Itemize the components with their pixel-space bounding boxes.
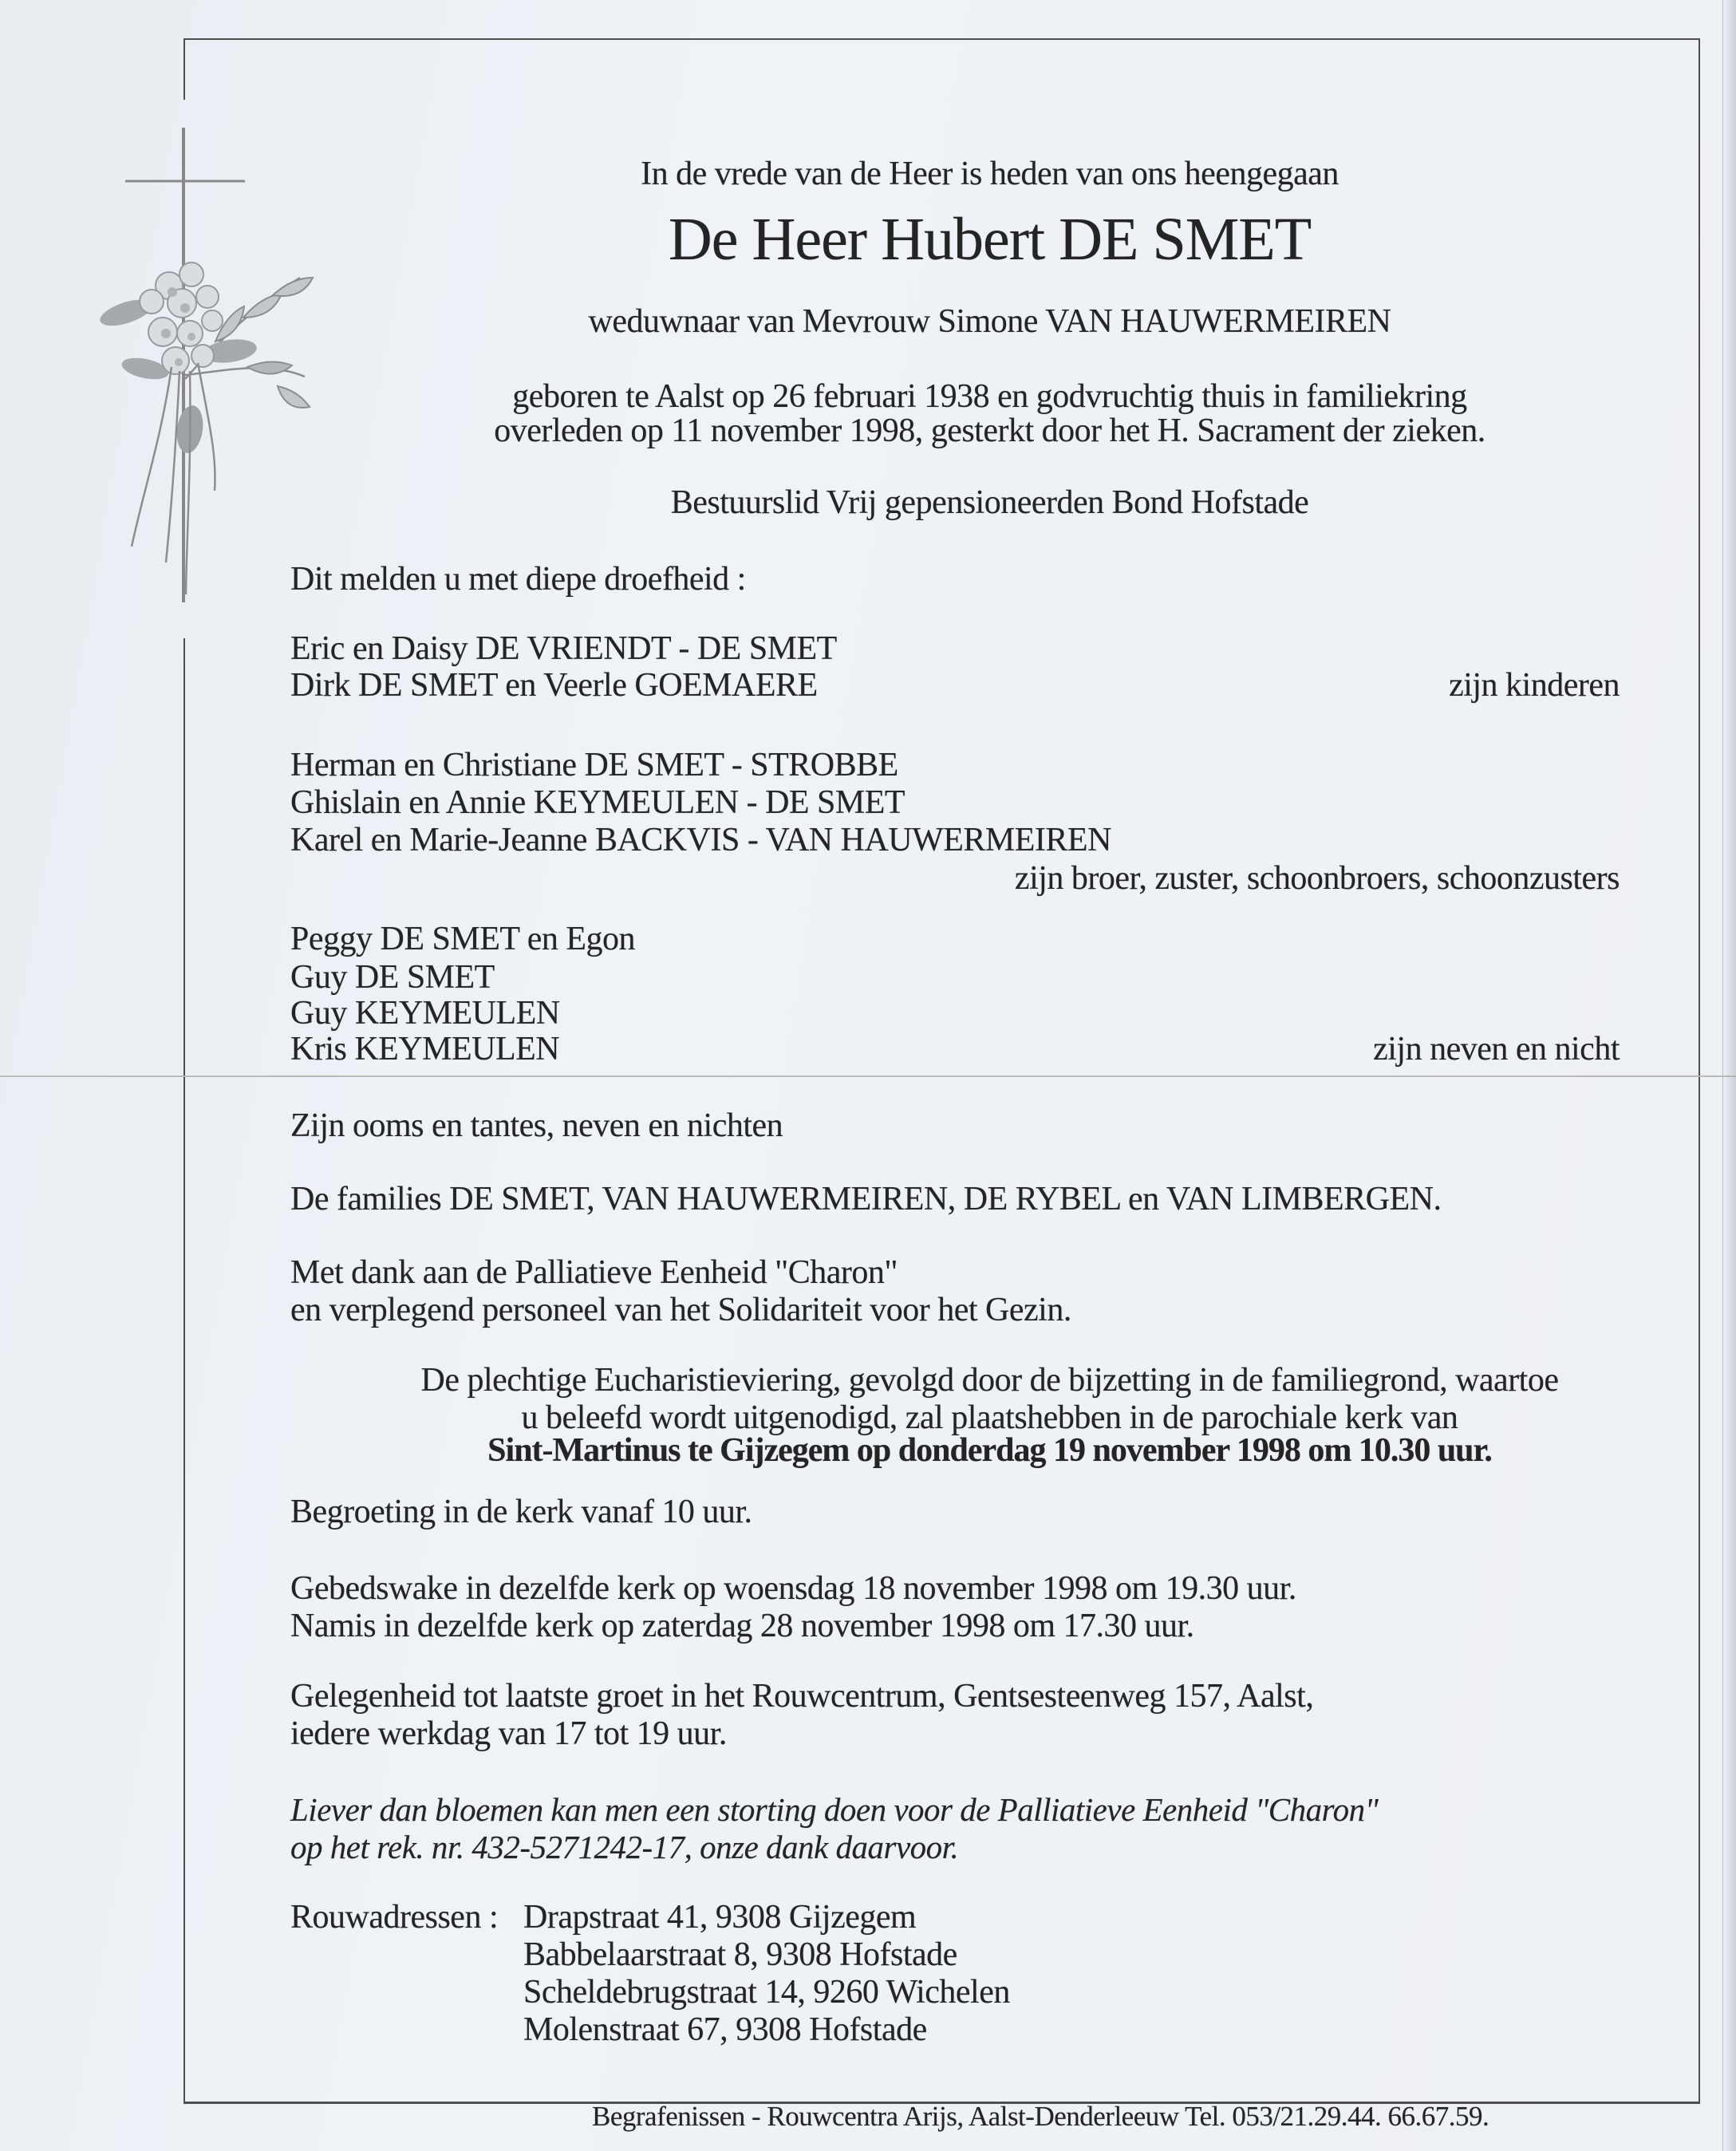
donation-line: op het rek. nr. 432-5271242-17, onze dank daarvoor. xyxy=(290,1829,959,1865)
frame-left-border-bottom xyxy=(183,638,185,2104)
sibling-line: Herman en Christiane DE SMET - STROBBE xyxy=(290,747,898,783)
widower-line: weduwnaar van Mevrouw Simone VAN HAUWERMEIREN xyxy=(588,303,1391,340)
paper-fold-line xyxy=(0,1076,1736,1077)
frame-left-border-top xyxy=(183,38,185,100)
address-line: Scheldebrugstraat 14, 9260 Wichelen xyxy=(523,1974,1010,2011)
sibling-line: Ghislain en Annie KEYMEULEN - DE SMET xyxy=(290,784,905,821)
nephew-line: Guy DE SMET xyxy=(290,959,495,996)
frame-top-border xyxy=(183,38,1700,40)
siblings-relation-label: zijn broer, zuster, schoonbroers, schoonzusters xyxy=(1014,860,1620,897)
sibling-line: Karel en Marie-Jeanne BACKVIS - VAN HAUWERMEIREN xyxy=(290,822,1111,858)
funeral-home-footer: Begrafenissen - Rouwcentra Arijs, Aalst-Denderleeuw Tel. 053/21.29.44. 66.67.59. xyxy=(592,2101,1489,2132)
farewell-line: iedere werkdag van 17 tot 19 uur. xyxy=(290,1715,727,1752)
donation-line: Liever dan bloemen kan men een storting doen voor de Palliatieve Eenheid "Charon" xyxy=(290,1791,1379,1828)
nephew-line: Kris KEYMEULEN xyxy=(290,1031,560,1068)
greeting-line: Begroeting in de kerk vanaf 10 uur. xyxy=(290,1494,752,1530)
children-relation-label: zijn kinderen xyxy=(1449,667,1620,704)
intro-line: In de vrede van de Heer is heden van ons heengegaan xyxy=(641,156,1339,192)
service-line: u beleefd wordt uitgenodigd, zal plaatshebben in de parochiale kerk van xyxy=(521,1399,1458,1436)
died-line: overleden op 11 november 1998, gesterkt door het H. Sacrament der zieken. xyxy=(494,412,1485,449)
service-date-line: Sint-Martinus te Gijzegem op donderdag 19 november 1998 om 10.30 uur. xyxy=(487,1432,1492,1469)
child-line: Eric en Daisy DE VRIENDT - DE SMET xyxy=(290,630,837,667)
farewell-line: Gelegenheid tot laatste groet in het Rouwcentrum, Gentsesteenweg 157, Aalst, xyxy=(290,1678,1314,1715)
announcement-intro: Dit melden u met diepe droefheid : xyxy=(290,561,746,598)
address-line: Babbelaarstraat 8, 9308 Hofstade xyxy=(523,1936,957,1973)
family-line: Zijn ooms en tantes, neven en nichten xyxy=(290,1107,783,1144)
nephews-relation-label: zijn neven en nicht xyxy=(1373,1031,1620,1068)
service-line: De plechtige Eucharistieviering, gevolgd door de bijzetting in de familiegrond, waartoe xyxy=(420,1362,1559,1399)
thanks-line: Met dank aan de Palliatieve Eenheid "Charon" xyxy=(290,1254,898,1291)
scan-paper-edge xyxy=(1722,0,1736,2151)
deceased-name: De Heer Hubert DE SMET xyxy=(668,206,1312,273)
address-line: Drapstraat 41, 9308 Gijzegem xyxy=(523,1899,917,1936)
frame-right-border xyxy=(1699,38,1700,2104)
thanks-line: en verplegend personeel van het Solidariteit voor het Gezin. xyxy=(290,1292,1071,1328)
role-line: Bestuurslid Vrij gepensioneerden Bond Hofstade xyxy=(670,484,1309,521)
families-line: De families DE SMET, VAN HAUWERMEIREN, DE RYBEL en VAN LIMBERGEN. xyxy=(290,1181,1442,1218)
addresses-label: Rouwadressen : xyxy=(290,1899,499,1936)
child-line: Dirk DE SMET en Veerle GOEMAERE xyxy=(290,667,818,704)
vigil-line: Gebedswake in dezelfde kerk op woensdag 18 november 1998 om 19.30 uur. xyxy=(290,1570,1296,1607)
month-mass-line: Namis in dezelfde kerk op zaterdag 28 november 1998 om 17.30 uur. xyxy=(290,1608,1194,1644)
nephew-line: Peggy DE SMET en Egon xyxy=(290,921,636,957)
address-line: Molenstraat 67, 9308 Hofstade xyxy=(523,2011,927,2048)
nephew-line: Guy KEYMEULEN xyxy=(290,995,560,1032)
born-line: geboren te Aalst op 26 februari 1938 en godvruchtig thuis in familiekring xyxy=(512,378,1467,415)
